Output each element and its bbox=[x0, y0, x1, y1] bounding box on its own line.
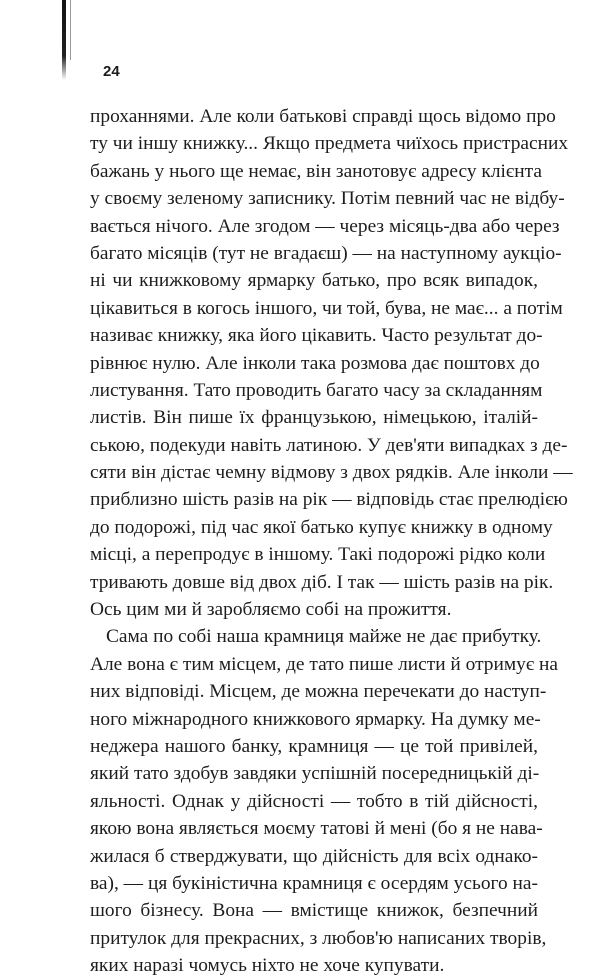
text-line: Але вона є тим місцем, де тато пише листи й отримує на bbox=[90, 653, 558, 675]
text-line: ного міжнародного книжкового ярмарку. На думку ме- bbox=[90, 708, 541, 730]
text-line: листів. Він пише їх французькою, німецькою, італій- bbox=[90, 407, 538, 429]
text-line: Ось цим ми й заробляємо собі на прожиття. bbox=[90, 599, 452, 621]
text-line: Сама по собі наша крамниця майже не дає прибутку. bbox=[106, 626, 542, 648]
page-number: 24 bbox=[103, 63, 120, 80]
text-line: ту чи іншу книжку... Якщо предмета чиїхось пристрасних bbox=[90, 133, 569, 155]
text-line: багато місяців (тут не вгадаєш) — на наступному аукціо- bbox=[90, 242, 562, 264]
body-text bbox=[90, 103, 573, 980]
text-line: рівнює нулю. Але інколи така розмова дає поштовх до bbox=[90, 352, 540, 374]
text-line: жилася б стверджувати, що дійсність для всіх однако- bbox=[90, 845, 538, 867]
text-line: них відповіді. Місцем, де можна перечекати до наступ- bbox=[90, 681, 547, 703]
text-line: до подорожі, під час якої батько купує книжку в одному bbox=[90, 516, 553, 538]
text-line: сяти він дістає чемну відмову з двох рядків. Але інколи — bbox=[90, 462, 573, 484]
text-line: ва), — ця букіністична крамниця є осердям усього на- bbox=[90, 872, 538, 894]
text-line: тривають довше від двох діб. І так — шість разів на рік. bbox=[90, 571, 554, 593]
text-line: ською, подекуди навіть латиною. У дев'яти випадках з де- bbox=[90, 434, 568, 456]
text-line: у своєму зеленому записнику. Потім певний час не відбу- bbox=[90, 188, 565, 210]
text-line: цікавиться в когось іншого, чи той, бува, не має... а потім bbox=[90, 297, 563, 319]
text-line: бажань у нього ще немає, він занотовує адресу клієнта bbox=[90, 160, 542, 182]
text-line: листування. Тато проводить багато часу за складанням bbox=[90, 379, 543, 401]
text-line: якою вона являється моєму татові й мені (бо я не нава- bbox=[90, 818, 543, 840]
text-line: притулок для прекрасних, з любов'ю написаних творів, bbox=[90, 927, 547, 949]
paragraph bbox=[90, 103, 573, 623]
text-line: приблизно шість разів на рік — відповідь стає прелюдією bbox=[90, 489, 568, 511]
text-line: шого бізнесу. Вона — вмістище книжок, безпечний bbox=[90, 900, 538, 922]
text-line: місці, а перепродує в іншому. Такі подорожі рідко коли bbox=[90, 544, 546, 566]
paragraph bbox=[90, 623, 558, 979]
text-line: яльності. Однак у дійсності — тобто в тій дійсності, bbox=[90, 790, 538, 812]
text-line: який тато здобув завдяки успішній посередницькій ді- bbox=[90, 763, 540, 785]
text-line: неджера нашого банку, крамниця — це той привілей, bbox=[90, 735, 538, 757]
text-line: називає книжку, яка його цікавить. Часто результат до- bbox=[90, 325, 543, 347]
text-line: вається нічого. Але згодом — через місяць-два або через bbox=[90, 215, 560, 237]
book-spine-line bbox=[70, 0, 71, 60]
text-line: проханнями. Але коли батькові справді щось відомо про bbox=[90, 106, 556, 127]
book-spine-shadow bbox=[62, 0, 66, 80]
text-line: яких наразі чомусь ніхто не хоче купувати. bbox=[90, 955, 445, 977]
text-line: ні чи книжковому ярмарку батько, про всяк випадок, bbox=[90, 270, 538, 292]
